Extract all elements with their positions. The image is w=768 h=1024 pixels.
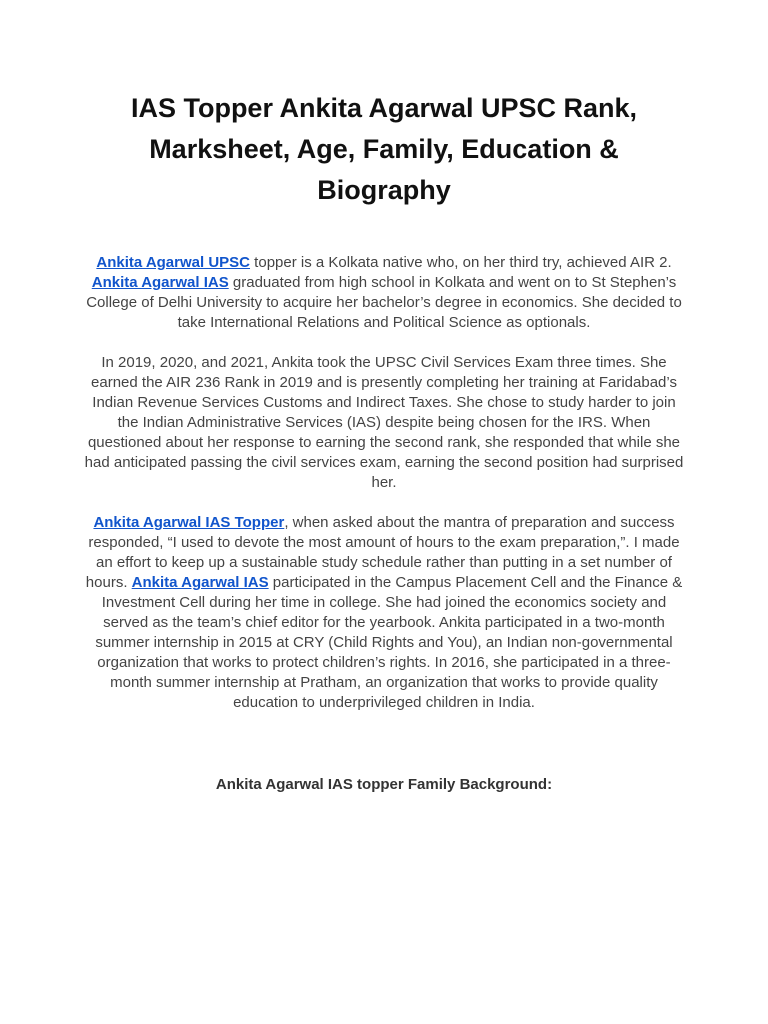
intro-text-1: topper is a Kolkata native who, on her third try, achieved AIR 2. <box>250 254 672 271</box>
preparation-text-1: , when asked about the mantra of preparation and success responded, “I used to devote the most amount of hours to the exam preparation,”. I made an effort to keep up a sustainable study schedule rather than putting in a set number of hours. <box>85 514 680 591</box>
page-title: IAS Topper Ankita Agarwal UPSC Rank, Marksheet, Age, Family, Education & Biography <box>130 93 638 205</box>
ankita-agarwal-upsc-link[interactable]: Ankita Agarwal UPSC <box>96 254 251 271</box>
exam-history-paragraph: In 2019, 2020, and 2021, Ankita took the UPSC Civil Services Exam three times. She earned the AIR 236 Rank in 2019 and is presently completing her training at Faridabad’s Indian Revenue Services Customs and Indirect Taxes. She chose to study harder to join the Indian Administrative Services (IAS) despite being chosen for the IRS. When questioned about her response to earning the second rank, she responded that while she had anticipated passing the civil services exam, earning the second position had surprised her. <box>84 354 684 491</box>
preparation-text-2: participated in the Campus Placement Cell and the Finance & Investment Cell during her time in college. She had joined the economics society and served as the team’s chief editor for the yearbook. Ankita participated in a two-month summer internship in 2015 at CRY (Child Rights and You), an Indian non-governmental organization that works to protect children’s rights. In 2016, she participated in a three-month summer internship at Pratham, an organization that works to provide quality education to underprivileged children in India. <box>95 574 683 711</box>
preparation-paragraph <box>82 513 686 713</box>
ankita-agarwal-ias-link-2[interactable]: Ankita Agarwal IAS <box>131 574 269 591</box>
ankita-agarwal-ias-topper-link[interactable]: Ankita Agarwal IAS Topper <box>93 514 285 531</box>
ankita-agarwal-ias-link[interactable]: Ankita Agarwal IAS <box>91 274 229 291</box>
family-background-heading: Ankita Agarwal IAS topper Family Background: <box>215 776 553 793</box>
intro-text-2: graduated from high school in Kolkata and went on to St Stephen’s College of Delhi University to acquire her bachelor’s degree in economics. She decided to take International Relations and Political Science as optionals. <box>86 274 682 331</box>
intro-paragraph <box>82 253 686 333</box>
